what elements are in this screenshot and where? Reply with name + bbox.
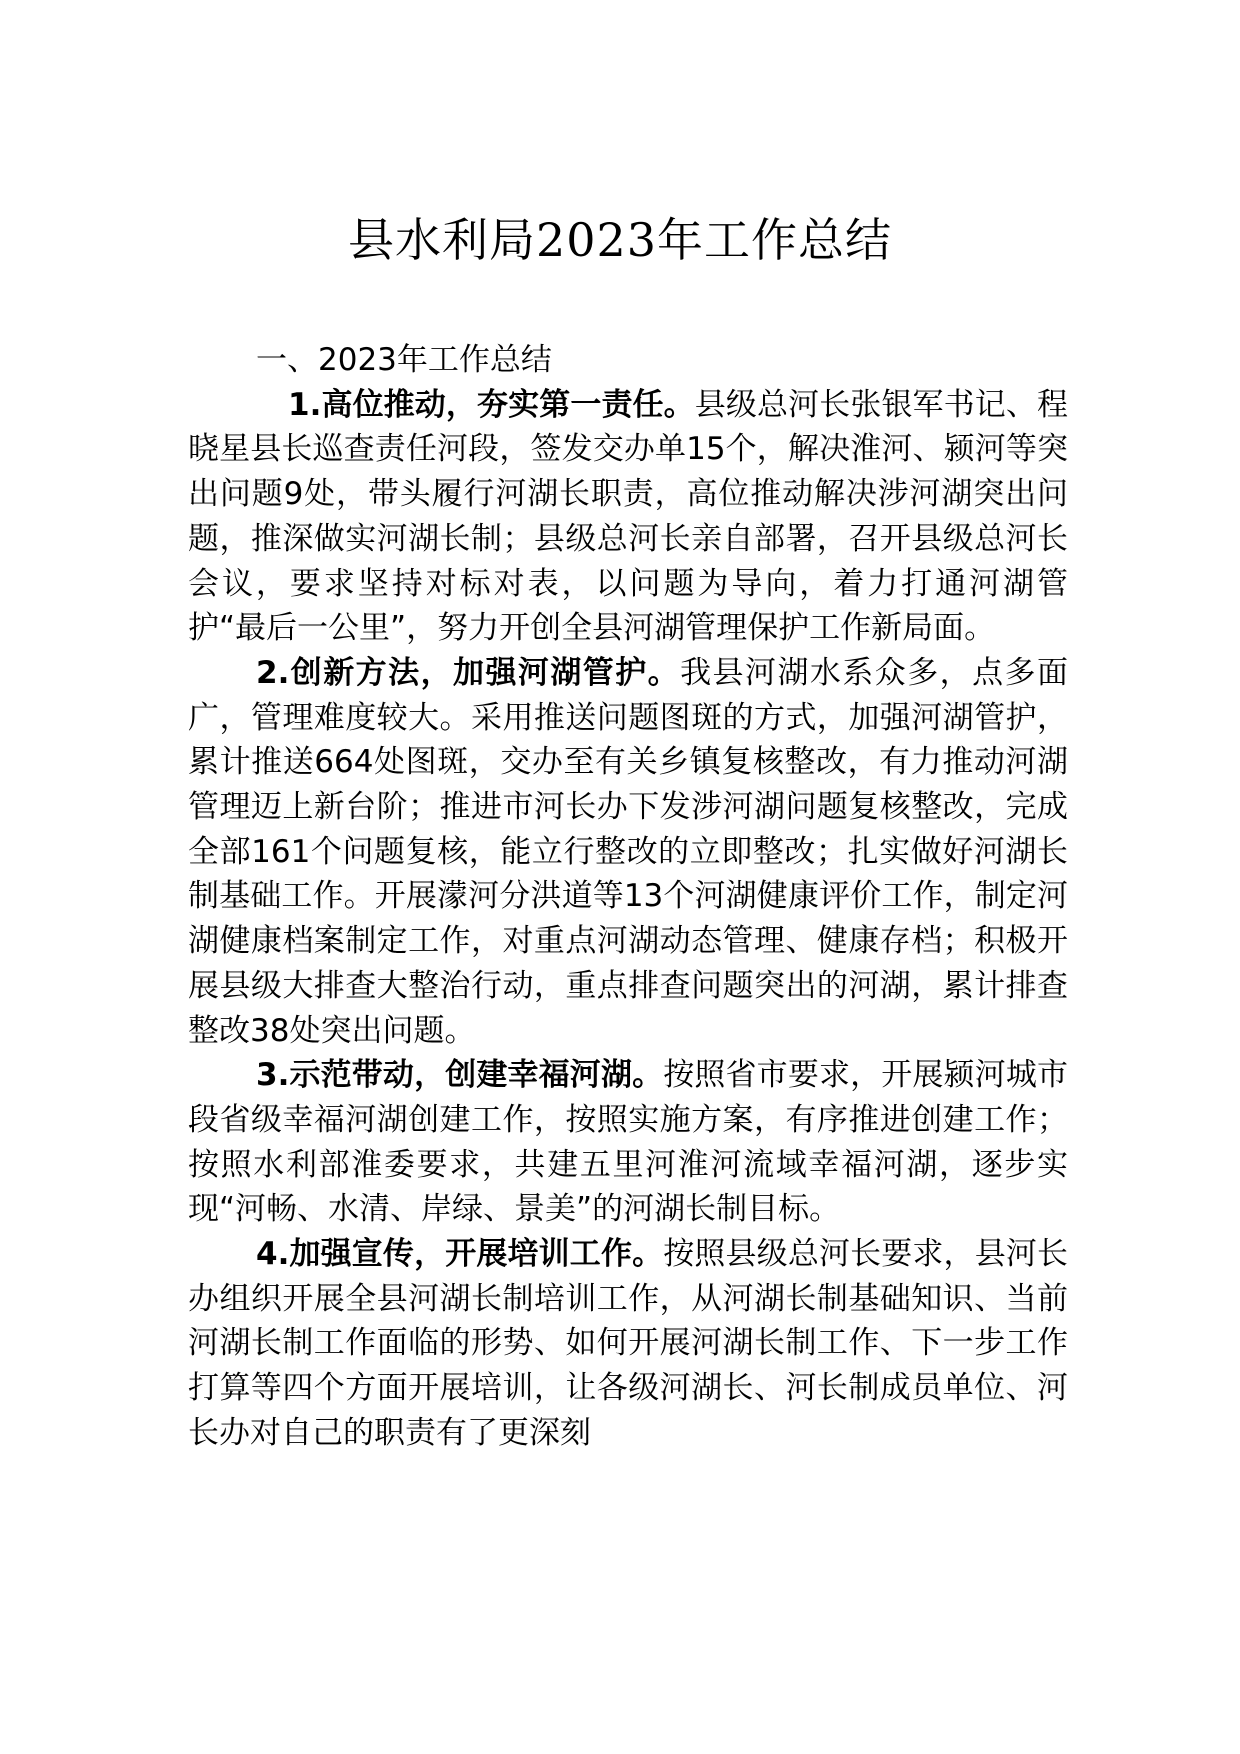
- paragraph-4-heading: 4.加强宣传，开展培训工作。: [256, 1236, 664, 1273]
- paragraph-3-heading: 3.示范带动，创建幸福河湖。: [256, 1057, 664, 1094]
- paragraph-3-body: 按照省市要求，开展颍河城市段省级幸福河湖创建工作，按照实施方案，有序推进创建工作；按照水利部淮委要求，共建五里河淮河流域幸福河湖，逐步实现“河畅、水清、岸绿、景美”的河湖长制目标。: [188, 1057, 1068, 1228]
- paragraph-2-body: 我县河湖水系众多，点多面广，管理难度较大。采用推送问题图斑的方式，加强河湖管护，累计推送664处图斑，交办至有关乡镇复核整改，有力推动河湖管理迈上新台阶；推进市河长办下发涉河湖问题复核整改，完成全部161个问题复核，能立行整改的立即整改；扎实做好河湖长制基础工作。开展濛河分洪道等13个河湖健康评价工作，制定河湖健康档案制定工作，对重点河湖动态管理、健康存档；积极开展县级大排查大整治行动，重点排查问题突出的河湖，累计排查整改38处突出问题。: [188, 654, 1068, 1049]
- paragraph-2: [188, 651, 1068, 1053]
- paragraph-4-body: 按照县级总河长要求，县河长办组织开展全县河湖长制培训工作，从河湖长制基础知识、当前河湖长制工作面临的形势、如何开展河湖长制工作、下一步工作打算等四个方面开展培训，让各级河湖长、河长制成员单位、河长办对自己的职责有了更深刻: [188, 1236, 1068, 1451]
- document-title: 县水利局2023年工作总结: [347, 213, 893, 267]
- paragraph-4: [188, 1232, 1068, 1456]
- paragraph-1: [188, 383, 1068, 651]
- section-heading: 一、2023年工作总结: [256, 342, 552, 378]
- paragraph-2-heading: 2.创新方法，加强河湖管护。: [256, 654, 681, 691]
- paragraph-1-body: 县级总河长张银军书记、程晓星县长巡查责任河段，签发交办单15个，解决淮河、颍河等突出问题9处，带头履行河湖长职责，高位推动解决涉河湖突出问题，推深做实河湖长制；县级总河长亲自部署，召开县级总河长会议，要求坚持对标对表，以问题为导向，着力打通河湖管护“最后一公里”，努力开创全县河湖管理保护工作新局面。: [188, 386, 1068, 647]
- paragraph-3: [188, 1053, 1068, 1232]
- paragraph-1-heading: 1.高位推动，夯实第一责任。: [288, 386, 695, 423]
- document-body: [188, 338, 1068, 1456]
